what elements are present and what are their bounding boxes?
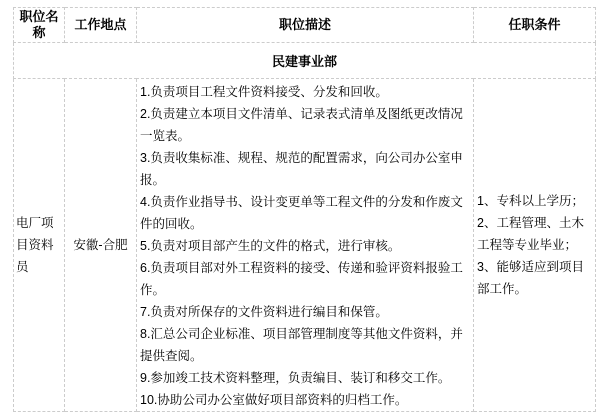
duty-item: 4.负责作业指导书、设计变更单等工程文件的分发和作废文件的回收。 bbox=[140, 195, 463, 231]
table-header-row bbox=[14, 8, 596, 43]
column-header-requirements: 任职条件 bbox=[474, 8, 596, 43]
duty-item: 7.负责对所保存的文件资料进行编目和保管。 bbox=[140, 305, 388, 319]
requirements-cell bbox=[474, 79, 596, 412]
duty-item: 9.参加竣工技术资料整理，负责编目、装订和移交工作。 bbox=[140, 371, 451, 385]
duty-item: 6.负责项目部对外工程资料的接受、传递和验评资料报验工作。 bbox=[140, 261, 463, 297]
department-row bbox=[14, 43, 596, 79]
duty-item: 8.汇总公司企业标准、项目部管理制度等其他文件资料，并提供查阅。 bbox=[140, 327, 463, 363]
position-name-cell: 电厂项目资料员 bbox=[14, 79, 65, 412]
requirement-item: 1、专科以上学历； bbox=[477, 194, 584, 208]
requirement-item: 3、能够适应到项目部工作。 bbox=[477, 260, 584, 296]
duty-item: 3.负责收集标准、规程、规范的配置需求，向公司办公室申报。 bbox=[140, 151, 463, 187]
job-description-cell bbox=[137, 79, 474, 412]
department-name: 民建事业部 bbox=[14, 43, 596, 79]
job-listing-table bbox=[13, 7, 596, 412]
job-listing-table-container bbox=[13, 7, 596, 412]
duty-item: 10.协助公司办公室做好项目部资料的归档工作。 bbox=[140, 393, 408, 407]
requirement-item: 2、工程管理、土木工程等专业毕业； bbox=[477, 216, 584, 252]
duty-item: 1.负责项目工程文件资料接受、分发和回收。 bbox=[140, 85, 388, 99]
work-location-cell: 安徽-合肥 bbox=[65, 79, 137, 412]
duty-item: 2.负责建立本项目文件清单、记录表式清单及图纸更改情况一览表。 bbox=[140, 107, 463, 143]
column-header-work-location: 工作地点 bbox=[65, 8, 137, 43]
duty-item: 5.负责对项目部产生的文件的格式，进行审核。 bbox=[140, 239, 401, 253]
job-row bbox=[14, 79, 596, 412]
column-header-position-name: 职位名称 bbox=[14, 8, 65, 43]
column-header-job-description: 职位描述 bbox=[137, 8, 474, 43]
